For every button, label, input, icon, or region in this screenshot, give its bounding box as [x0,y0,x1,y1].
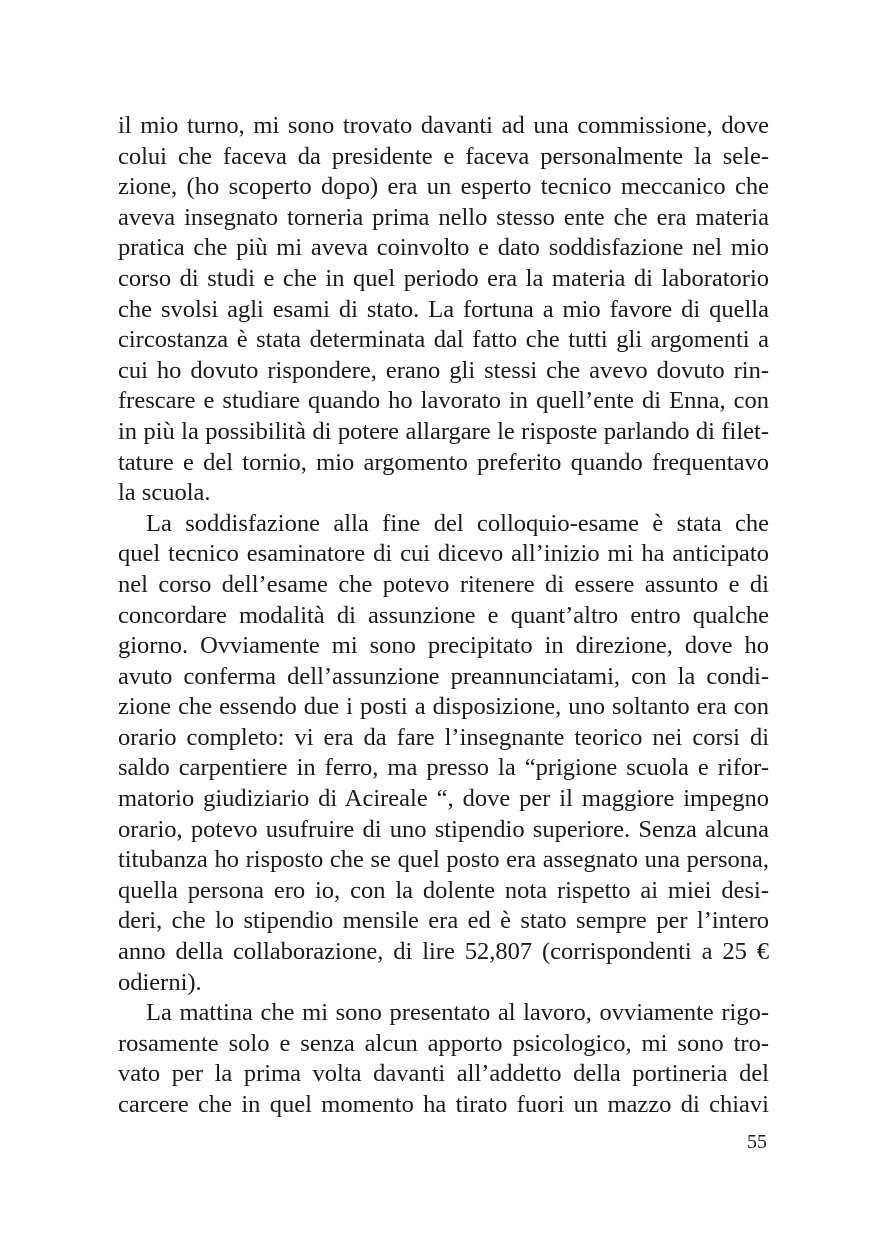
body-text [118,111,769,1121]
text-line: quel tecnico esaminatore di cui dicevo all’inizio mi ha anticipato [118,540,769,568]
page-number: 55 [747,1131,767,1153]
text-line: il mio turno, mi sono trovato davanti ad una commissione, dove [118,112,769,139]
text-line: saldo carpentiere in ferro, ma presso la “prigione scuola e rifor- [118,754,769,782]
text-line: deri, che lo stipendio mensile era ed è stato sempre per l’intero [118,907,769,935]
text-line: odierni). [118,968,202,996]
text-line: la scuola. [118,479,211,507]
text-line: rosamente solo e senza alcun apporto psicologico, mi sono tro- [118,1029,769,1057]
text-line: in più la possibilità di potere allargare le risposte parlando di filet- [118,417,769,445]
text-line: quella persona ero io, con la dolente nota rispetto ai miei desi- [118,876,769,904]
text-line: che svolsi agli esami di stato. La fortuna a mio favore di quella [118,295,769,323]
text-line: circostanza è stata determinata dal fatto che tutti gli argomenti a [118,326,769,354]
text-line: zione, (ho scoperto dopo) era un esperto tecnico meccanico che [118,173,769,201]
text-line: orario, potevo usufruire di uno stipendio superiore. Senza alcuna [118,815,769,843]
text-line: aveva insegnato torneria prima nello stesso ente che era materia [118,203,769,231]
text-line: giorno. Ovviamente mi sono precipitato in direzione, dove ho [118,632,769,660]
text-line: concordare modalità di assunzione e quant’altro entro qualche [118,601,769,629]
text-line: frescare e studiare quando ho lavorato in quell’ente di Enna, con [118,387,769,415]
text-line: colui che faceva da presidente e faceva personalmente la sele- [118,142,769,170]
text-line: titubanza ho risposto che se quel posto era assegnato una persona, [118,846,769,874]
text-line: orario completo: vi era da fare l’insegnante teorico nei corsi di [118,723,769,751]
text-line: tature e del tornio, mio argomento preferito quando frequentavo [118,448,769,476]
text-line: vato per la prima volta davanti all’addetto della portineria del [118,1060,769,1088]
text-line: cui ho dovuto rispondere, erano gli stessi che avevo dovuto rin- [118,356,769,384]
text-line: matorio giudiziario di Acireale “, dove per il maggiore impegno [118,785,769,813]
text-line: zione che essendo due i posti a disposizione, uno soltanto era con [118,693,769,721]
text-line: carcere che in quel momento ha tirato fuori un mazzo di chiavi [118,1091,769,1118]
paragraph-first-line: La soddisfazione alla fine del colloquio-esame è stata che [146,509,769,537]
text-line: corso di studi e che in quel periodo era la materia di laboratorio [118,264,769,292]
text-line: nel corso dell’esame che potevo ritenere di essere assunto e di [118,570,769,598]
paragraph-first-line: La mattina che mi sono presentato al lavoro, ovviamente rigo- [146,999,769,1027]
text-line: pratica che più mi aveva coinvolto e dato soddisfazione nel mio [118,234,769,262]
text-line: anno della collaborazione, di lire 52,807 (corrispondenti a 25 € [118,938,769,966]
text-line: avuto conferma dell’assunzione preannunciatami, con la condi- [118,662,769,690]
